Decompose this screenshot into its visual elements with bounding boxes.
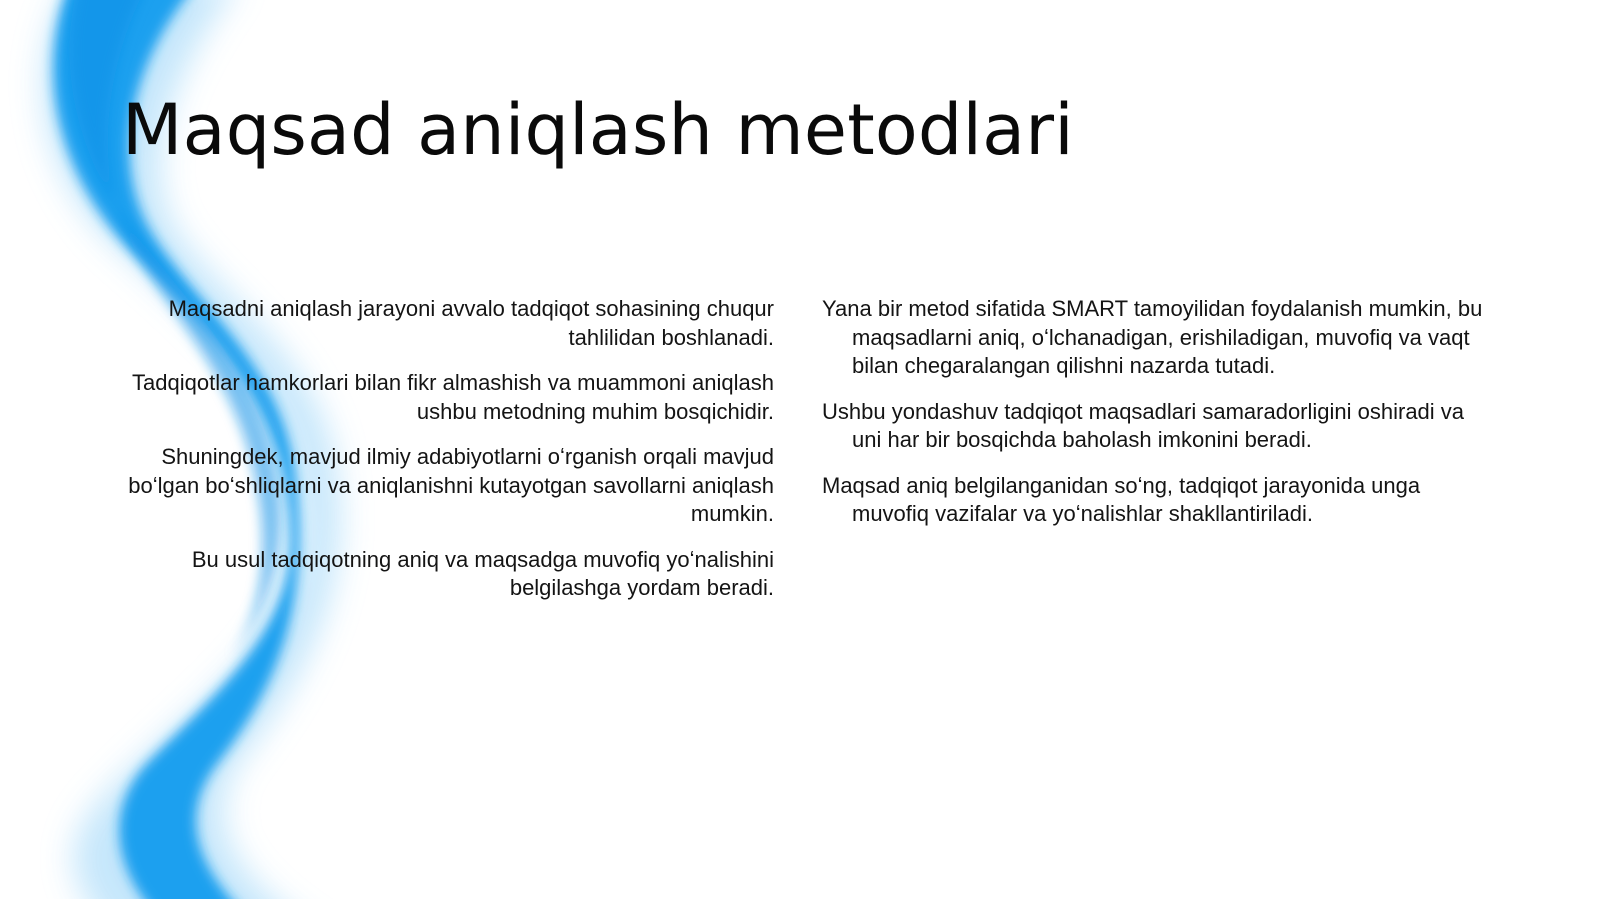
right-paragraph: Yana bir metod sifatida SMART tamoyilidan foydalanish mumkin, bu maqsadlarni aniq, oʻlchanadigan, erishiladigan, muvofiq va vaqt bilan chegaralangan qilishni nazarda tutadi. [822, 296, 1483, 378]
left-paragraph: Maqsadni aniqlash jarayoni avvalo tadqiqot sohasining chuqur tahlilidan boshlanadi. [168, 296, 774, 350]
right-text-column [822, 295, 1488, 546]
left-text-column [118, 295, 774, 620]
left-paragraph: Bu usul tadqiqotning aniq va maqsadga muvofiq yoʻnalishini belgilashga yordam beradi. [191, 546, 774, 600]
slide-title: Maqsad aniqlash metodlari [122, 89, 1074, 171]
left-paragraph: Shuningdek, mavjud ilmiy adabiyotlarni oʻrganish orqali mavjud boʻlgan boʻshliqlarni va aniqlanishni kutayotgan savollarni aniqlash mumkin. [128, 444, 774, 526]
right-paragraph: Ushbu yondashuv tadqiqot maqsadlari samaradorligini oshiradi va uni har bir bosqichda baholash imkonini beradi. [822, 398, 1465, 452]
right-paragraph: Maqsad aniq belgilanganidan soʻng, tadqiqot jarayonida unga muvofiq vazifalar va yoʻnalishlar shakllantiriladi. [822, 472, 1421, 526]
left-paragraph: Tadqiqotlar hamkorlari bilan fikr almashish va muammoni aniqlash ushbu metodning muhim bosqichidir. [132, 370, 774, 424]
